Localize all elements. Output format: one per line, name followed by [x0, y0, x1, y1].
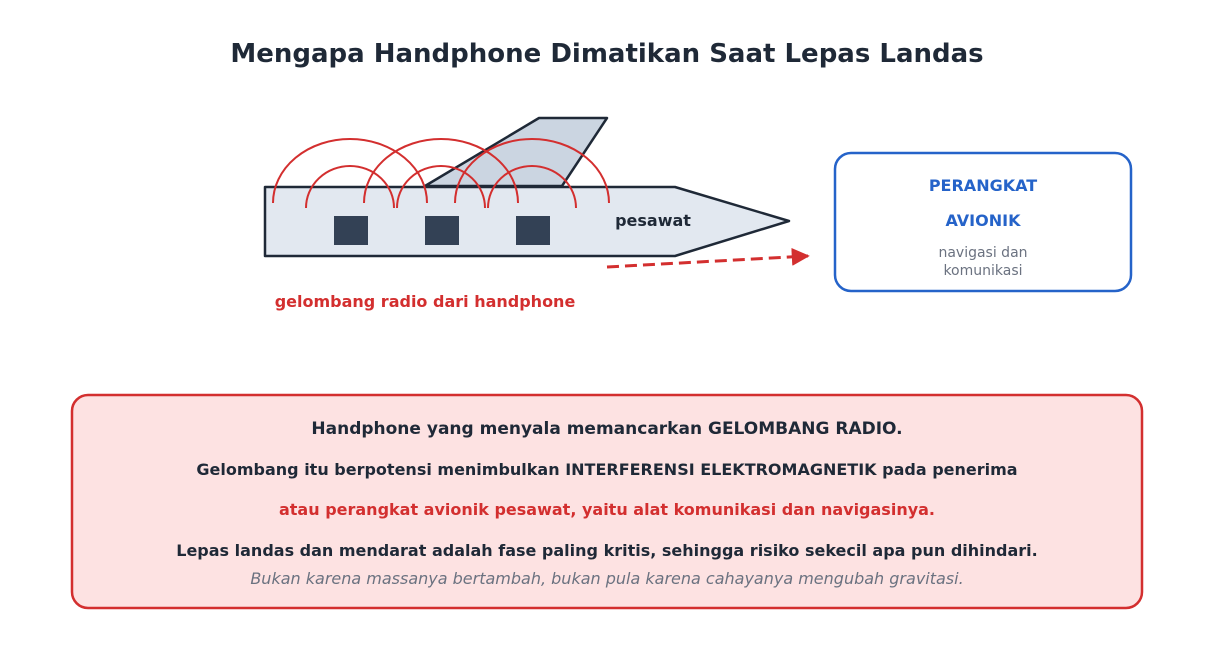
avionik-title-line2: AVIONIK — [945, 211, 1021, 230]
explanation-note: Bukan karena massanya bertambah, bukan pula karena cahayanya mengubah gravitasi. — [250, 569, 964, 588]
airplane-window — [334, 216, 368, 245]
airplane-window — [516, 216, 550, 245]
explanation-box — [72, 395, 1142, 608]
airplane-label: pesawat — [615, 211, 691, 230]
page-title: Mengapa Handphone Dimatikan Saat Lepas Landas — [230, 39, 984, 69]
avionik-sub-line1: navigasi dan — [938, 245, 1028, 261]
radio-wave-label: gelombang radio dari handphone — [274, 292, 576, 311]
explanation-line-1: Handphone yang menyala memancarkan GELOMBANG RADIO. — [311, 419, 903, 439]
avionik-sub-line2: komunikasi — [943, 263, 1023, 279]
airplane-window — [425, 216, 459, 245]
avionik-title-line1: PERANGKAT — [928, 176, 1038, 195]
explanation-line-2: Gelombang itu berpotensi menimbulkan INTERFERENSI ELEKTROMAGNETIK pada penerima — [196, 460, 1018, 479]
explanation-line-4: Lepas landas dan mendarat adalah fase paling kritis, sehingga risiko sekecil apa pun dihindari. — [176, 541, 1038, 560]
explanation-line-3: atau perangkat avionik pesawat, yaitu alat komunikasi dan navigasinya. — [278, 500, 936, 519]
interference-arrow — [607, 256, 808, 267]
avionik-box — [835, 153, 1131, 291]
